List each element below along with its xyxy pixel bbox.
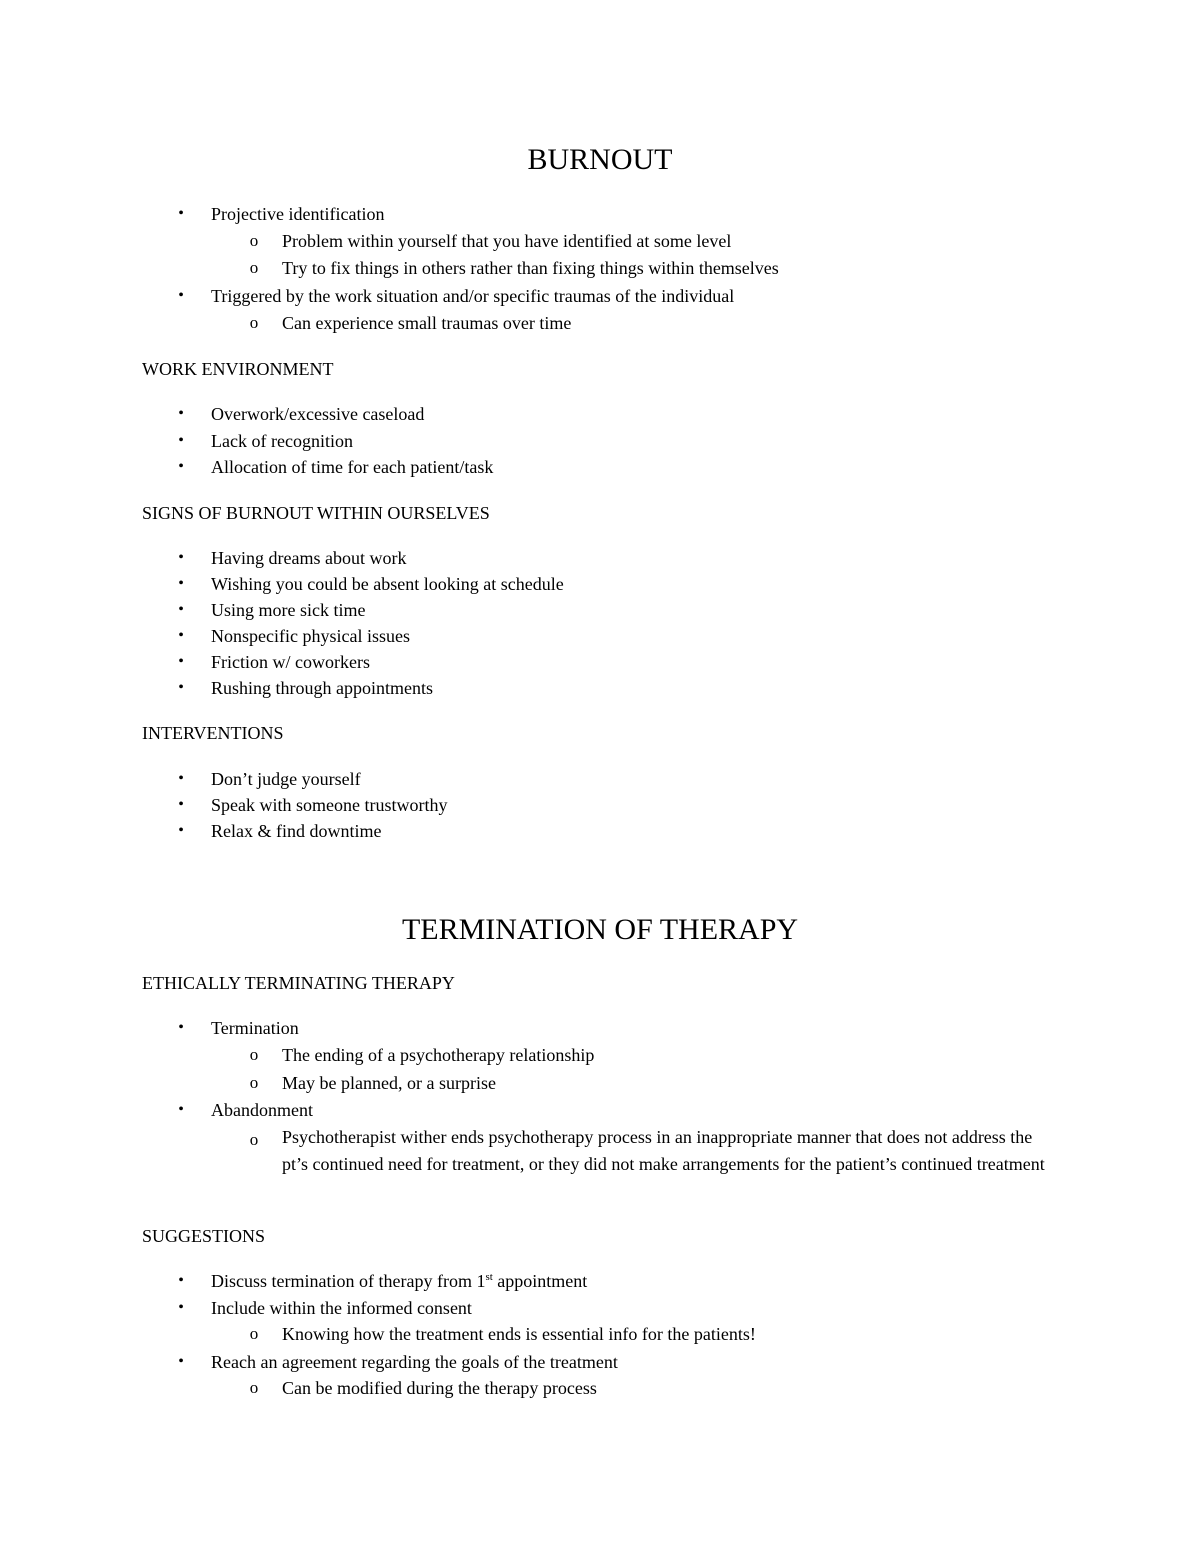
list-item-text: Try to fix things in others rather than fixing things within themselves [282,258,779,278]
list-item-text: Speak with someone trustworthy [211,795,448,815]
list-item-text: Friction w/ coworkers [211,652,370,672]
list-item-text: Don’t judge yourself [211,769,361,789]
list-item-text: Using more sick time [211,600,366,620]
list-item-text: Termination [211,1018,299,1038]
list-item [249,230,732,252]
bullet-icon: • [178,405,184,422]
section-heading-work-environment: WORK ENVIRONMENT [142,359,334,379]
sub-bullet-icon: o [249,1045,259,1064]
sub-bullet-icon: o [249,1073,259,1092]
list-item [178,1297,472,1319]
list-item [178,1351,618,1373]
bullet-icon: • [178,653,184,670]
list-item [249,257,779,279]
list-item [249,1377,597,1399]
bullet-icon: • [178,575,184,592]
list-item-text: Wishing you could be absent looking at schedule [211,574,564,594]
list-item-text: The ending of a psychotherapy relationship [282,1045,595,1065]
list-item [178,1099,313,1121]
list-item [178,203,385,225]
bullet-icon: • [178,679,184,696]
list-item-text: Lack of recognition [211,431,353,451]
list-item-text: Projective identification [211,204,385,224]
list-item [249,312,572,334]
list-item-text: Triggered by the work situation and/or specific traumas of the individual [211,286,735,306]
list-item [178,651,370,673]
list-item [178,625,410,647]
list-item-text: Allocation of time for each patient/task [211,457,494,477]
list-item-text: Having dreams about work [211,548,407,568]
list-item-text: Psychotherapist wither ends psychotherapy process in an inappropriate manner that does not address the pt’s continued need for treatment, or they did not make arrangements for the patient’s continued treatment [282,1127,1045,1174]
list-item-text: Can experience small traumas over time [282,313,572,333]
bullet-icon: • [178,822,184,839]
sub-bullet-icon: o [249,258,259,277]
list-item-text: Nonspecific physical issues [211,626,410,646]
bullet-icon: • [178,432,184,449]
bullet-icon: • [178,1101,184,1118]
bullet-icon: • [178,287,184,304]
list-item-text: Can be modified during the therapy process [282,1378,597,1398]
section-heading-suggestions: SUGGESTIONS [142,1226,266,1246]
sub-bullet-icon: o [249,231,259,250]
list-item-text: Overwork/excessive caseload [211,404,425,424]
list-item-text: Abandonment [211,1100,313,1120]
section-heading-signs: SIGNS OF BURNOUT WITHIN OURSELVES [142,503,490,523]
page-title-termination: TERMINATION OF THERAPY [401,913,799,946]
list-item-text-part: appointment [492,1271,588,1291]
bullet-icon: • [178,458,184,475]
list-item-text: Problem within yourself that you have identified at some level [282,231,732,251]
bullet-icon: • [178,770,184,787]
list-item [249,1124,1052,1178]
list-item [178,820,382,842]
bullet-icon: • [178,1353,184,1370]
list-item [178,1270,588,1292]
list-item [249,1323,756,1345]
list-item-text-part: Discuss termination of therapy from 1 [211,1271,486,1291]
bullet-icon: • [178,1019,184,1036]
bullet-icon: • [178,205,184,222]
bullet-icon: • [178,1272,184,1289]
list-item [178,285,735,307]
sub-bullet-icon: o [249,1324,259,1343]
list-item [178,430,353,452]
list-item-text: May be planned, or a surprise [282,1073,496,1093]
list-item-text: Reach an agreement regarding the goals of the treatment [211,1352,618,1372]
list-item [178,768,361,790]
list-item-text [211,1271,587,1291]
list-item [249,1044,595,1066]
sub-bullet-icon: o [249,1378,259,1397]
list-item [249,1072,496,1094]
bullet-icon: • [178,627,184,644]
list-item [178,599,366,621]
ordinal-suffix: st [485,1271,493,1283]
list-item [178,1017,299,1039]
list-item-text: Knowing how the treatment ends is essential info for the patients! [282,1324,756,1344]
list-item [178,403,425,425]
section-heading-ethically: ETHICALLY TERMINATING THERAPY [142,973,455,993]
sub-bullet-icon: o [249,1130,259,1149]
list-item-text: Include within the informed consent [211,1298,472,1318]
list-item [178,794,448,816]
bullet-icon: • [178,1299,184,1316]
list-item [178,677,433,699]
list-item [178,573,564,595]
list-item [178,547,407,569]
list-item-text: Rushing through appointments [211,678,433,698]
page-title-burnout: BURNOUT [527,143,673,176]
bullet-icon: • [178,601,184,618]
section-heading-interventions: INTERVENTIONS [142,723,284,743]
list-item [178,456,494,478]
bullet-icon: • [178,796,184,813]
bullet-icon: • [178,549,184,566]
sub-bullet-icon: o [249,313,259,332]
list-item-text: Relax & find downtime [211,821,382,841]
